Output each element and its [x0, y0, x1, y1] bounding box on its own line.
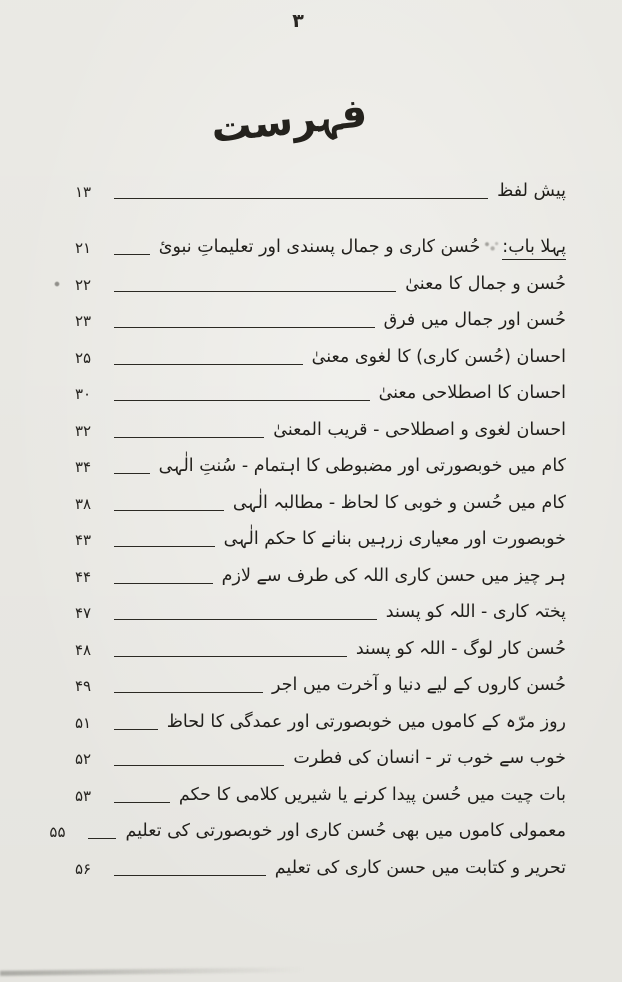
toc-page-number: ۳۲	[74, 421, 92, 440]
toc-entry-title: حُسن کار لوگ - اللہ کو پسند	[355, 638, 566, 659]
toc-entry-title: خوبصورت اور معیاری زرہیں بنانے کا حکم الٰہی	[223, 529, 566, 549]
leader-line	[114, 364, 303, 365]
toc-page-number: ۴۷	[74, 604, 92, 622]
toc-row	[58, 305, 566, 342]
leader-line	[114, 802, 170, 803]
toc-page-number: ۴۸	[74, 640, 92, 659]
toc-row	[58, 852, 566, 889]
toc-page-number: ۲۲	[74, 275, 92, 294]
stray-ink-dot	[54, 281, 60, 287]
leader-line	[114, 473, 150, 474]
toc-row	[58, 560, 566, 597]
toc-entry-title: معمولی کاموں میں بھی حُسن کاری اور خوبصورتی کی تعلیم	[125, 821, 566, 841]
toc-entry-title: احسان (حُسن کاری) کا لغوی معنیٰ	[311, 346, 566, 367]
toc-entry-title: بات چیت میں حُسن پیدا کرنے یا شیریں کلامی کا حکم	[178, 784, 566, 805]
toc-row	[58, 779, 566, 816]
toc-entry-title: احسان لغوی و اصطلاحی - قریب المعنیٰ	[273, 419, 566, 440]
toc-row	[58, 670, 566, 707]
leader-line	[114, 875, 266, 876]
toc-entry-title: ہر چیز میں حسن کاری اللہ کی طرف سے لازم	[221, 565, 566, 586]
toc-row	[58, 212, 566, 268]
toc-row	[58, 170, 566, 212]
toc-list	[49, 170, 566, 889]
toc-row	[58, 414, 566, 451]
chapter-heading-underlined: پہلا باب:	[502, 237, 566, 260]
leader-line	[114, 619, 377, 620]
toc-row	[58, 633, 566, 670]
toc-row	[58, 268, 566, 305]
toc-page-number: ۳۰	[74, 385, 92, 403]
toc-row	[58, 378, 566, 415]
toc-page-number: ۱۳	[74, 183, 92, 201]
toc-page-number: ۳۸	[74, 494, 92, 513]
contents-title: فہرست	[208, 89, 370, 153]
toc-entry-title: کام میں خوبصورتی اور مضبوطی کا اہتمام - سُنتِ الٰہی	[158, 456, 566, 476]
leader-line	[114, 692, 263, 693]
toc-page-number: ۵۱	[74, 713, 92, 732]
toc-page-number: ۴۹	[74, 677, 92, 695]
leader-line	[114, 656, 347, 657]
toc-entry-title: حُسن و جمال کا معنیٰ	[405, 273, 566, 294]
toc-entry-title: احسان کا اصطلاحی معنیٰ	[378, 383, 566, 403]
toc-page-number: ۲۳	[74, 312, 92, 330]
leader-line	[114, 291, 396, 292]
toc-page-number: ۴۴	[74, 567, 92, 586]
toc-row	[58, 706, 566, 743]
toc-entry-title: کام میں حُسن و خوبی کا لحاظ - مطالبہ الٰہی	[232, 492, 566, 513]
leader-line	[114, 254, 150, 255]
leader-line	[114, 198, 488, 199]
toc-entry-label: حُسن کاری و جمال پسندی اور تعلیماتِ نبویٔ	[158, 237, 481, 257]
ink-smudge-icon	[483, 240, 499, 252]
toc-entry-title	[159, 235, 566, 260]
toc-page-number: ۴۳	[74, 531, 92, 549]
leader-line	[114, 546, 215, 547]
toc-entry-title: پختہ کاری - اللہ کو پسند	[385, 602, 566, 622]
toc-entry-title: خوب سے خوب تر - انسان کی فطرت	[293, 748, 566, 768]
toc-row	[58, 743, 566, 780]
contents-title-wrap	[0, 89, 578, 153]
toc-row	[58, 487, 566, 524]
toc-entry-title: حُسن کاروں کے لیے دنیا و آخرت میں اجر	[272, 675, 566, 695]
toc-page-number: ۵۵	[49, 823, 66, 841]
leader-line	[114, 583, 213, 584]
toc-page-number: ۵۳	[74, 786, 92, 805]
leader-line	[114, 765, 284, 766]
toc-page-number: ۲۱	[74, 239, 92, 257]
toc-page-number: ۵۶	[74, 859, 92, 878]
page-number: ۳	[292, 10, 304, 32]
toc-row	[58, 451, 566, 488]
leader-line	[114, 400, 370, 401]
toc-entry-title: پیش لفظ	[497, 181, 566, 201]
toc-page-number: ۳۴	[74, 458, 92, 476]
leader-line	[114, 510, 224, 511]
toc-row	[58, 597, 566, 634]
toc-page-number: ۲۵	[74, 348, 92, 367]
leader-line	[114, 437, 264, 438]
toc-row	[58, 341, 566, 378]
toc-entry-title: تحریر و کتابت میں حسن کاری کی تعلیم	[274, 857, 566, 878]
toc-entry-title: حُسن اور جمال میں فرق	[383, 310, 566, 330]
scan-shadow	[0, 967, 305, 976]
toc-row	[49, 816, 566, 853]
toc-entry-title: روز مرّہ کے کاموں میں خوبصورتی اور عمدگی کا لحاظ	[166, 711, 566, 732]
leader-line	[88, 838, 116, 839]
toc-page-number: ۵۲	[74, 750, 92, 768]
leader-line	[114, 327, 375, 328]
leader-line	[114, 729, 158, 730]
toc-row	[58, 524, 566, 561]
